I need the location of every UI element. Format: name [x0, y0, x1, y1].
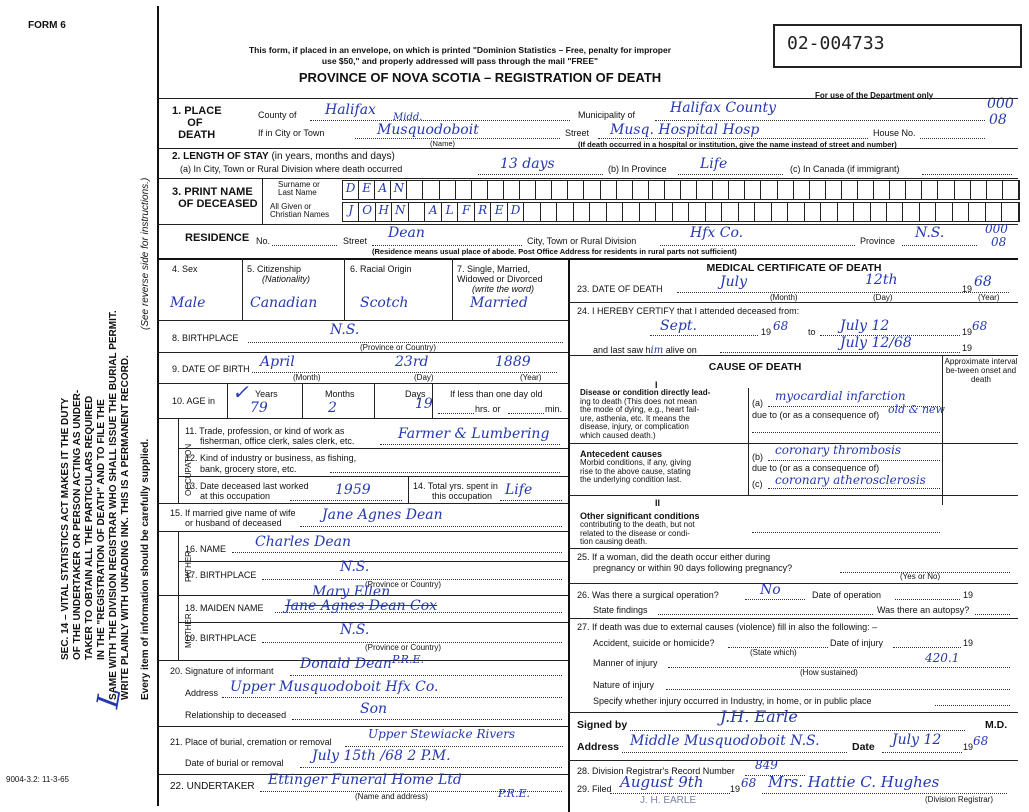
form-label: FORM 6: [28, 20, 66, 31]
undertaker-value: Ettinger Funeral Home Ltd: [268, 772, 462, 788]
surname-cell: [842, 181, 858, 199]
informant-address: Upper Musquodoboit Hfx Co.: [230, 679, 439, 695]
autopsy-label: Was there an autopsy?: [877, 605, 970, 615]
accident-label: Accident, suicide or homicide?: [593, 638, 715, 648]
disease-line: Disease or condition directly lead-: [580, 388, 711, 397]
age-less-label: If less than one day old: [450, 389, 543, 399]
age-years-label: Years: [255, 389, 278, 399]
surname-cell: [504, 181, 520, 199]
undertaker-extra: P.R.E.: [498, 787, 530, 800]
given-name-cell: [739, 203, 755, 221]
surname-cell: [971, 181, 987, 199]
given-name-cell: [623, 203, 639, 221]
father-birthplace: N.S.: [340, 559, 370, 575]
surname-cell: [617, 181, 633, 199]
disease-line: the mode of dying, e.g., heart fail-: [580, 405, 700, 414]
age-days-label: Days: [405, 389, 426, 399]
given-name-cell: A: [425, 203, 441, 221]
trade-label-1: 11. Trade, profession, or kind of work as: [185, 426, 345, 436]
disease-label: [580, 389, 710, 440]
antecedent-line: Morbid conditions, if any, giving: [580, 458, 692, 467]
side-instruction-1: SEC. 14 – VITAL STATISTICS ACT MAKES IT THE DUTY: [60, 397, 71, 660]
filed-year: 68: [741, 776, 757, 790]
residence-no-label: No.: [256, 236, 271, 246]
surname-cell: [858, 181, 874, 199]
notice-line-1: This form, if placed in an envelope, on which is printed "Dominion Statistics – Free, penalty for improper: [248, 45, 672, 55]
other-label: [580, 521, 695, 547]
racial-label: 6. Racial Origin: [350, 264, 412, 274]
surname-cell: D: [343, 181, 359, 199]
surname-cell: [697, 181, 713, 199]
given-name-cell: R: [475, 203, 491, 221]
given-name-cell: [409, 203, 425, 221]
margin-divider: [157, 6, 159, 806]
surname-cell: [826, 181, 842, 199]
dob-month: April: [260, 354, 295, 370]
woman-label-2: pregnancy or within 90 days following pregnancy?: [593, 563, 793, 573]
other-conditions-line: tion causing death.: [580, 537, 648, 546]
page-title: PROVINCE OF NOVA SCOTIA – REGISTRATION OF DEATH: [298, 70, 662, 85]
external-label: 27. If death was due to external causes (violence) fill in also the following: –: [577, 622, 878, 632]
surname-cell: [472, 181, 488, 199]
industry-label-2: bank, grocery store, etc.: [200, 464, 297, 474]
surname-cell: [601, 181, 617, 199]
municipality-label: Municipality of: [578, 110, 636, 120]
dod-year-prefix: 19: [962, 284, 973, 294]
to-year-prefix: 19: [962, 327, 973, 337]
cause-c-prefix: (c): [752, 479, 763, 489]
doctor-date-year: 68: [973, 734, 989, 748]
surname-cell: [520, 181, 536, 199]
given-name-cell: [805, 203, 821, 221]
surname-cell: [955, 181, 971, 199]
antecedent-line: the underlying condition last.: [580, 475, 682, 484]
surname-cell: [778, 181, 794, 199]
father-name-label: 16. NAME: [185, 544, 227, 554]
given-name-cell: [640, 203, 656, 221]
citizenship-note: (Nationality): [262, 274, 311, 284]
surname-cell: [810, 181, 826, 199]
doctor-year-prefix: 19: [963, 742, 974, 752]
citizenship-label: 5. Citizenship: [247, 264, 302, 274]
given-name-cell: [854, 203, 870, 221]
racial-value: Scotch: [360, 295, 409, 311]
total-label-2: this occupation: [432, 491, 493, 501]
antecedent-line: rise to the above cause, stating: [580, 466, 691, 476]
surname-cell: [1003, 181, 1019, 199]
given-label: All Given or Christian Names: [270, 202, 330, 219]
street-label: Street: [565, 128, 590, 138]
city-label: If in City or Town: [258, 128, 325, 138]
given-name-cell: [574, 203, 590, 221]
section-I: I: [655, 380, 658, 390]
given-name-cell: [838, 203, 854, 221]
dod-year: 68: [974, 274, 992, 290]
dod-month-note: (Month): [770, 293, 798, 302]
disease-line: ing to death (This does not mean: [580, 396, 697, 406]
age-days: 19: [415, 396, 433, 412]
surname-cell: [713, 181, 729, 199]
filed-date: August 9th: [620, 773, 704, 791]
given-name-cell: E: [491, 203, 507, 221]
side-instruction-2: OF THE UNDERTAKER OR PERSON ACTING AS UNDER-: [72, 389, 83, 660]
disease-line: disease, injury, or complication: [580, 422, 689, 431]
birthplace-value: N.S.: [330, 322, 360, 338]
doctor-address: Middle Musquodoboit N.S.: [630, 733, 820, 749]
given-name-cell: [607, 203, 623, 221]
stay-b-label: (b) In Province: [608, 164, 667, 174]
filed-by: Mrs. Hattie C. Hughes: [768, 773, 940, 791]
side-instruction-7: (See reverse side for instructions.): [140, 177, 151, 330]
citizenship-value: Canadian: [250, 295, 318, 311]
op-date-label: Date of operation: [812, 590, 882, 600]
given-name-cell: [986, 203, 1002, 221]
name-label: 3. PRINT NAME OF DECEASED: [172, 186, 258, 210]
dob-year: 1889: [495, 354, 531, 370]
certify-label: 24. I HEREBY CERTIFY that I attended deceased from:: [577, 306, 800, 316]
age-years: 79: [250, 400, 268, 416]
given-name-cell: [557, 203, 573, 221]
burial-date-label: Date of burial or removal: [185, 758, 284, 768]
surname-cell: [729, 181, 745, 199]
age-months: 2: [328, 400, 337, 416]
surname-cell: [568, 181, 584, 199]
hospital-note: (If death occurred in a hospital or institution, give the name instead of street and number): [578, 140, 897, 149]
record-value: 849: [755, 758, 778, 772]
medical-title: MEDICAL CERTIFICATE OF DEATH: [706, 262, 882, 274]
stay-a-label: (a) In City, Town or Rural Division where death occurred: [180, 164, 403, 174]
last-saw-label: and last saw him alive on: [593, 345, 697, 356]
cause-c: coronary atherosclerosis: [775, 473, 926, 487]
given-name-cell: N: [392, 203, 408, 221]
signed-value: J.H. Earle: [720, 707, 798, 726]
surname-cell: N: [391, 181, 407, 199]
registration-number-box: [773, 24, 1022, 68]
dob-year-note: (Year): [520, 373, 542, 382]
yes-no-note: (Yes or No): [900, 572, 941, 581]
doctor-stamp: J. H. EARLE: [640, 795, 697, 806]
spouse-value: Jane Agnes Dean: [322, 507, 443, 523]
last-worked-label-1: 13. Date deceased last worked: [185, 481, 309, 491]
dob-month-note: (Month): [293, 373, 321, 382]
age-min-label: min.: [545, 404, 563, 414]
street-value: Musq. Hospital Hosp: [610, 122, 760, 138]
total-label-1: 14. Total yrs. spent in: [413, 481, 498, 491]
surname-cell: [745, 181, 761, 199]
registrar-note: (Division Registrar): [925, 795, 994, 804]
surname-cell: [890, 181, 906, 199]
stay-c-label: (c) In Canada (if immigrant): [790, 164, 900, 174]
how-sustained-note: (How sustained): [800, 668, 858, 677]
birthplace-label: 8. BIRTHPLACE: [172, 333, 239, 343]
disease-line: which caused death.): [580, 430, 656, 440]
relationship-label: Relationship to deceased: [185, 710, 287, 720]
industry-label-1: 12. Kind of industry or business, as fishing,: [185, 453, 357, 463]
given-name-cell: [541, 203, 557, 221]
due-to-2: due to (or as a consequence of): [752, 463, 880, 473]
margin-mark: L: [90, 685, 129, 711]
given-name-cell: [689, 203, 705, 221]
age-hrs-label: hrs. or: [475, 404, 501, 414]
city-value: Musquodoboit: [377, 122, 479, 138]
cause-b: coronary thrombosis: [775, 443, 902, 457]
filed-year-prefix: 19: [730, 784, 741, 794]
dob-day: 23rd: [395, 354, 429, 370]
given-name-cell: [920, 203, 936, 221]
occupation-side-label: OCCUPATION: [184, 443, 193, 496]
given-name-cell: [590, 203, 606, 221]
to-label: to: [808, 327, 816, 337]
doctor-date: July 12: [892, 732, 942, 748]
surname-cell: [488, 181, 504, 199]
sex-value: Male: [170, 295, 206, 311]
father-birthplace-note: (Province or Country): [365, 580, 442, 589]
given-name-cell: F: [458, 203, 474, 221]
residence-city: Hfx Co.: [690, 225, 744, 241]
relationship-value: Son: [360, 701, 388, 717]
given-name-cell: [903, 203, 919, 221]
side-instruction-6: WRITE PLAINLY WITH UNFADING INK. THIS IS A PERMANENT RECORD.: [120, 355, 131, 700]
dod-label: 23. DATE OF DEATH: [577, 284, 663, 294]
signed-label: Signed by: [577, 719, 628, 731]
surgery-label: 26. Was there a surgical operation?: [577, 590, 719, 600]
informant-sig-extra: P.R.E.: [392, 653, 424, 666]
notice-line-2: use $50," and properly addressed will pass through the mail "FREE": [321, 56, 599, 66]
residence-code-1: 000: [985, 222, 1008, 236]
surname-cell: [794, 181, 810, 199]
mother-birthplace: N.S.: [340, 622, 370, 638]
surname-cell: [584, 181, 600, 199]
surgery-value: No: [760, 582, 781, 598]
residence-province: N.S.: [915, 225, 945, 241]
given-name-cell: [936, 203, 952, 221]
registration-number: 02-004733: [787, 33, 885, 54]
cause-a: myocardial infarction: [775, 389, 906, 403]
given-name-cell: D: [508, 203, 524, 221]
residence-code-2: 08: [991, 235, 1007, 249]
surname-cell: A: [375, 181, 391, 199]
side-instruction-8: Every item of information should be carefully supplied.: [140, 438, 151, 700]
house-label: House No.: [873, 128, 916, 138]
surname-cell: E: [359, 181, 375, 199]
trade-value: Farmer & Lumbering: [398, 426, 550, 442]
surname-grid: [342, 180, 1020, 200]
stay-label: 2. LENGTH OF STAY (in years, months and days): [172, 151, 395, 162]
given-name-cell: [673, 203, 689, 221]
side-instruction-5: SAME WITH THE DIVISION REGISTRAR WHO SHALL ISSUE THE BURIAL PERMIT.: [108, 310, 119, 700]
mother-maiden-above: Mary Ellen: [312, 584, 391, 600]
stay-b-value: Life: [700, 156, 728, 172]
to-year: 68: [972, 319, 988, 333]
attended-from: Sept.: [660, 318, 697, 334]
injury-date-label: Date of injury: [830, 638, 884, 648]
given-name-cell: [524, 203, 540, 221]
due-to-1: due to (or as a consequence of): [752, 410, 880, 420]
informant-sig: Donald Dean: [300, 656, 392, 672]
undertaker-label: 22. UNDERTAKER: [170, 781, 255, 792]
cause-b-prefix: (b): [752, 452, 763, 462]
given-name-cell: [871, 203, 887, 221]
section-II: II: [655, 498, 661, 508]
surname-cell: [665, 181, 681, 199]
given-name-cell: [1002, 203, 1018, 221]
woman-label-1: 25. If a woman, did the death occur either during: [577, 552, 771, 562]
cause-a-extra: old & new: [888, 403, 945, 416]
residence-note: (Residence means usual place of abode. Post Office Address for residents in rural parts not sufficient): [372, 247, 737, 256]
surname-cell: [649, 181, 665, 199]
maiden-label: 18. MAIDEN NAME: [185, 603, 264, 613]
given-name-cell: L: [442, 203, 458, 221]
antecedent-title: Antecedent causes: [580, 449, 663, 459]
injury-year-prefix: 19: [963, 638, 974, 648]
total-value: Life: [505, 482, 533, 498]
given-name-cell: [821, 203, 837, 221]
given-name-cell: O: [359, 203, 375, 221]
form-code: 9004-3.2: 11-3-65: [6, 775, 70, 784]
father-name: Charles Dean: [255, 534, 352, 550]
specify-label: Specify whether injury occurred in Industry, in home, or in public place: [593, 696, 872, 706]
spouse-label-2: or husband of deceased: [185, 518, 282, 528]
dept-use-label: For use of the Department only: [815, 91, 934, 100]
spouse-label-1: 15. If married give name of wife: [170, 508, 296, 518]
residence-street-label: Street: [343, 236, 368, 246]
marital-label: 7. Single, Married, Widowed or Divorced: [457, 264, 543, 284]
disease-line: ure, asthenia, etc. It means the: [580, 413, 690, 423]
dept-code-2: 08: [989, 112, 1007, 128]
given-name-cell: [755, 203, 771, 221]
side-instruction-4: IN THE "REGISTRATION OF DEATH" AND TO FILE THE: [96, 399, 107, 660]
city-above: Midd.: [393, 112, 423, 123]
mother-maiden: Jane Agnes Dean Cox: [285, 598, 438, 614]
age-months-label: Months: [325, 389, 355, 399]
nature-label: Nature of injury: [593, 680, 655, 690]
father-birthplace-label: 17. BIRTHPLACE: [185, 570, 257, 580]
dod-day-note: (Day): [873, 293, 893, 302]
surname-cell: [440, 181, 456, 199]
alive-year-prefix: 19: [962, 343, 973, 353]
from-year-prefix: 19: [761, 327, 772, 337]
surname-cell: [874, 181, 890, 199]
burial-place: Upper Stewiacke Rivers: [368, 727, 516, 741]
residence-province-label: Province: [860, 236, 896, 246]
given-name-cell: [969, 203, 985, 221]
name-note: (Name): [430, 139, 456, 148]
side-instruction-3: TAKER TO OBTAIN ALL THE PARTICULARS REQUIRED: [84, 395, 95, 660]
manner-code: 420.1: [925, 651, 960, 665]
mother-side-label: MOTHER: [184, 613, 193, 648]
burial-date: July 15th /68 2 P.M.: [312, 748, 451, 764]
surname-cell: [456, 181, 472, 199]
county-label: County of: [258, 110, 297, 120]
doctor-address-label: Address: [577, 741, 620, 753]
other-title: Other significant conditions: [580, 511, 700, 521]
burial-place-label: 21. Place of burial, cremation or removal: [170, 737, 332, 747]
surname-cell: [922, 181, 938, 199]
municipality-value: Halifax County: [670, 100, 777, 116]
antecedent-label: [580, 459, 691, 485]
record-label: 28. Division Registrar's Record Number: [577, 766, 735, 776]
given-name-cell: [656, 203, 672, 221]
surname-cell: [407, 181, 423, 199]
marital-note: (write the word): [472, 284, 535, 294]
place-label: 1. PLACE OF DEATH: [172, 105, 222, 141]
birthplace-note: (Province or Country): [360, 343, 437, 352]
residence-city-label: City, Town or Rural Division: [527, 236, 637, 246]
undertaker-note: (Name and address): [355, 792, 428, 801]
mother-birthplace-label: 19. BIRTHPLACE: [185, 633, 257, 643]
sex-label: 4. Sex: [172, 264, 198, 274]
age-check-mark: ✓: [232, 380, 249, 404]
manner-label: Manner of injury: [593, 658, 658, 668]
county-value: Halifax: [325, 102, 376, 118]
given-name-cell: [887, 203, 903, 221]
surname-cell: [633, 181, 649, 199]
surname-cell: [423, 181, 439, 199]
informant-address-label: Address: [185, 688, 219, 698]
residence-label: RESIDENCE: [185, 232, 250, 244]
cause-title: CAUSE OF DEATH: [708, 361, 802, 373]
dod-year-note: (Year): [978, 293, 1000, 302]
dod-day: 12th: [865, 272, 898, 288]
given-name-cell: J: [343, 203, 359, 221]
other-conditions-line: contributing to the death, but not: [580, 520, 695, 529]
op-year-prefix: 19: [963, 590, 974, 600]
dod-month: July: [720, 274, 748, 290]
residence-street: Dean: [388, 225, 425, 241]
surname-cell: [906, 181, 922, 199]
cause-a-prefix: (a): [752, 398, 763, 408]
surname-cell: [987, 181, 1003, 199]
md-label: M.D.: [985, 719, 1008, 731]
mother-birthplace-note: (Province or Country): [365, 643, 442, 652]
other-conditions-line: related to the disease or condi-: [580, 528, 690, 538]
marital-value: Married: [470, 295, 528, 311]
father-side-label: FATHER: [184, 551, 193, 582]
filed-label: 29. Filed: [577, 784, 612, 794]
given-name-cell: [722, 203, 738, 221]
interval-label: Approximate interval be-tween onset and death: [944, 357, 1018, 384]
given-name-cell: [953, 203, 969, 221]
age-label: 10. AGE in: [172, 396, 216, 406]
given-name-cell: [788, 203, 804, 221]
doctor-date-label: Date: [852, 741, 875, 753]
attended-to: July 12: [840, 318, 890, 334]
surname-label: Surname or Last Name: [278, 180, 320, 197]
alive-on: July 12/68: [840, 335, 912, 351]
dob-label: 9. DATE OF BIRTH: [172, 364, 250, 374]
dob-day-note: (Day): [414, 373, 434, 382]
surname-cell: [681, 181, 697, 199]
surname-cell: [938, 181, 954, 199]
state-which-note: (State which): [750, 648, 797, 657]
last-worked-label-2: at this occupation: [200, 491, 271, 501]
last-worked-value: 1959: [335, 482, 371, 498]
surname-cell: [552, 181, 568, 199]
given-name-cell: H: [376, 203, 392, 221]
informant-sig-label: 20. Signature of informant: [170, 666, 274, 676]
given-grid: [342, 202, 1020, 222]
findings-label: State findings: [593, 605, 648, 615]
dept-code-1: 000: [987, 96, 1014, 112]
given-name-cell: [706, 203, 722, 221]
stay-a-value: 13 days: [500, 156, 555, 172]
surname-cell: [761, 181, 777, 199]
trade-label-2: fisherman, office clerk, sales clerk, etc.: [200, 436, 355, 446]
from-year: 68: [773, 319, 789, 333]
given-name-cell: [772, 203, 788, 221]
surname-cell: [536, 181, 552, 199]
